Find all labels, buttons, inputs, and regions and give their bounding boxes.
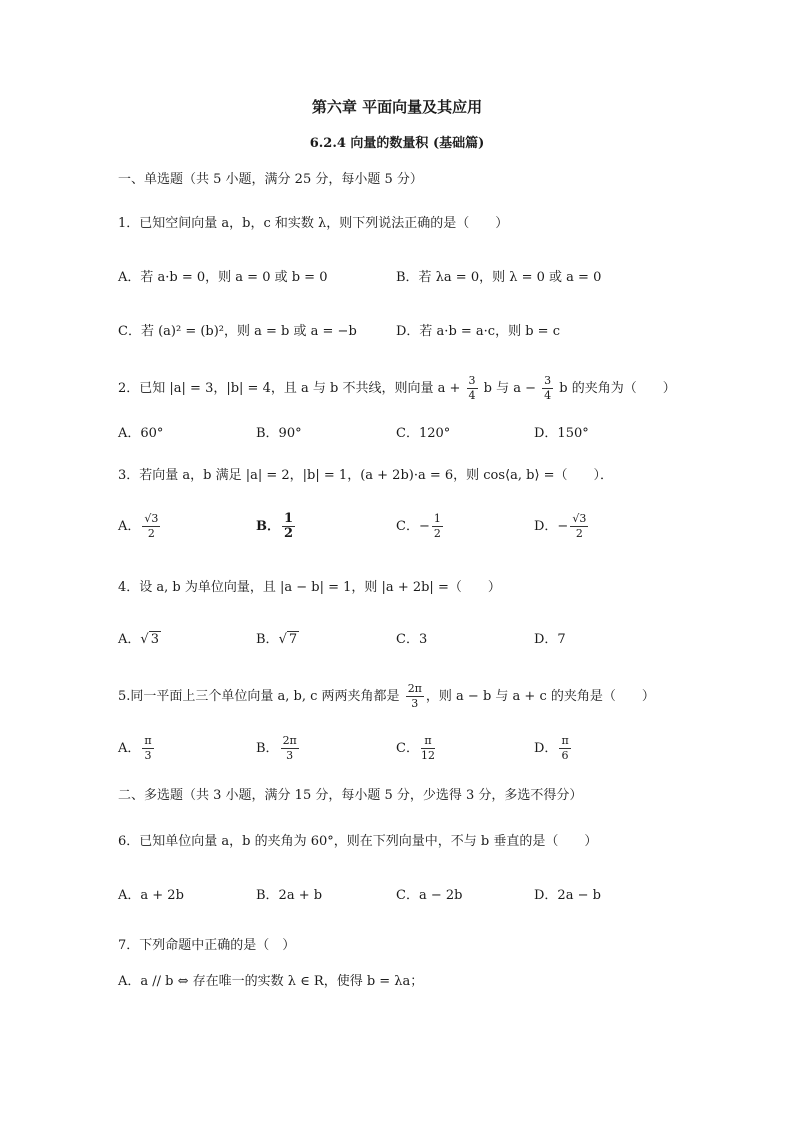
- sqrt-expression: [140, 631, 161, 647]
- question-3-stem: 3．若向量 a，b 满足 |a| = 2，|b| = 1，(a + 2b)·a = 6，则 cos⟨a, b⟩ =（ ）．: [118, 468, 614, 483]
- option-label: A．: [118, 632, 141, 647]
- fraction-numerator: 3: [544, 374, 552, 387]
- question-1-stem: 1．已知空间向量 a，b，c 和实数 λ，则下列说法正确的是（ ）: [118, 216, 509, 231]
- option-label: D．: [534, 741, 558, 756]
- question-6-option-d: D．2a − b: [534, 888, 601, 903]
- question-5-stem-post: ，则 a − b 与 a + c 的夹角是（ ）: [425, 689, 655, 704]
- fraction-numerator: π: [144, 734, 152, 747]
- question-2-option-d: D．150°: [534, 426, 589, 441]
- option-fraction: [570, 512, 588, 541]
- option-fraction: [432, 512, 443, 541]
- fraction-numerator: √3: [572, 512, 587, 525]
- option-label: B．: [256, 519, 280, 534]
- section-heading-single-choice: 一、单选题（共 5 小题，满分 25 分，每小题 5 分）: [118, 172, 423, 187]
- option-label: A．: [118, 519, 141, 534]
- question-4-option-d: D．7: [534, 632, 566, 647]
- fraction-numerator: 3: [468, 374, 476, 387]
- question-4-stem: 4．设 a, b 为单位向量，且 |a − b| = 1，则 |a + 2b| =（ ）: [118, 580, 501, 595]
- question-5-option-a: [118, 734, 156, 763]
- fraction-denominator: 2: [147, 527, 155, 540]
- question-6-option-c: C．a − 2b: [396, 888, 463, 903]
- question-2-option-b: B．90°: [256, 426, 302, 441]
- fraction-denominator: 4: [468, 389, 476, 402]
- question-7-option-a: A．a // b ⇔ 存在唯一的实数 λ ∈ R，使得 b = λa；: [118, 974, 424, 989]
- question-5-option-d: [534, 734, 573, 763]
- option-label: C．−: [396, 519, 430, 534]
- radicand: 3: [150, 632, 159, 647]
- question-2-option-a: A．60°: [118, 426, 164, 441]
- question-1-option-d: D．若 a·b = a·c，则 b = c: [396, 324, 560, 339]
- option-label: B．: [256, 741, 279, 756]
- page-subtitle: 6.2.4 向量的数量积 (基础篇): [309, 136, 485, 151]
- fraction-numerator: π: [421, 734, 435, 749]
- question-4-option-a: [118, 628, 161, 647]
- option-label: B．: [256, 632, 279, 647]
- question-1-option-a: A．若 a·b = 0，则 a = 0 或 b = 0: [118, 270, 328, 285]
- fraction-numerator: π: [561, 734, 569, 747]
- question-5-stem-pre: 5.同一平面上三个单位向量 a, b, c 两两夹角都是: [118, 689, 404, 704]
- question-2-stem-post: b 的夹角为（ ）: [555, 381, 676, 396]
- option-fraction: [559, 734, 570, 763]
- fraction-denominator: 3: [286, 749, 294, 762]
- question-6-option-b: B．2a + b: [256, 888, 323, 903]
- question-2-stem-mid: b 与 a −: [479, 381, 541, 396]
- fraction-denominator: 12: [420, 749, 435, 762]
- question-4-option-c: C．3: [396, 632, 428, 647]
- question-6-stem: 6．已知单位向量 a，b 的夹角为 60°，则在下列向量中，不与 b 垂直的是（ ）: [118, 834, 598, 849]
- fraction-numerator: 1: [284, 511, 294, 526]
- question-6-option-a: A．a + 2b: [118, 888, 184, 903]
- option-fraction: [421, 734, 435, 763]
- fraction-denominator: 2: [575, 527, 583, 540]
- question-2-option-c: C．120°: [396, 426, 451, 441]
- fraction-denominator: 3: [144, 749, 152, 762]
- question-2-stem: [118, 374, 676, 403]
- option-label: D．−: [534, 519, 569, 534]
- option-label: A．: [118, 741, 141, 756]
- fraction-numerator: 2π: [407, 682, 422, 695]
- fraction-denominator: 2: [433, 527, 441, 540]
- fraction-numerator: 2π: [282, 734, 297, 747]
- question-5-option-b: [256, 734, 301, 763]
- fraction-denominator: 2: [284, 526, 294, 541]
- question-5-stem: [118, 682, 655, 711]
- option-fraction: [281, 734, 299, 763]
- fraction-denominator: 3: [411, 697, 419, 710]
- option-fraction: [142, 734, 153, 763]
- question-3-option-d: [534, 512, 590, 541]
- question-4-option-b: [256, 628, 299, 647]
- page-title: 第六章 平面向量及其应用: [311, 98, 483, 116]
- question-5-fraction: [406, 682, 424, 711]
- option-fraction: [142, 512, 160, 541]
- question-3-option-a: [118, 512, 162, 541]
- sqrt-expression: [279, 631, 300, 647]
- question-1-option-c: C．若 (a)² = (b)²，则 a = b 或 a = −b: [118, 324, 357, 339]
- option-label: C．: [396, 741, 419, 756]
- fraction-denominator: 4: [544, 389, 552, 402]
- fraction-denominator: 6: [561, 749, 569, 762]
- question-2-fraction-1: [467, 374, 478, 403]
- section-heading-multi-choice: 二、多选题（共 3 小题，满分 15 分，每小题 5 分，少选得 3 分，多选不得分）: [118, 788, 583, 803]
- option-fraction: [282, 512, 295, 541]
- question-1-option-b: B．若 λa = 0，则 λ = 0 或 a = 0: [396, 270, 602, 285]
- question-3-option-c: [396, 512, 445, 541]
- fraction-numerator: 1: [433, 512, 441, 525]
- question-5-option-c: [396, 734, 437, 763]
- question-3-option-b: [256, 512, 297, 541]
- fraction-numerator: √3: [144, 512, 159, 525]
- question-2-stem-pre: 2．已知 |a| = 3，|b| = 4，且 a 与 b 不共线，则向量 a +: [118, 381, 465, 396]
- question-2-fraction-2: [542, 374, 553, 403]
- radicand: 7: [288, 632, 298, 647]
- question-7-stem: 7．下列命题中正确的是（ ）: [118, 938, 296, 953]
